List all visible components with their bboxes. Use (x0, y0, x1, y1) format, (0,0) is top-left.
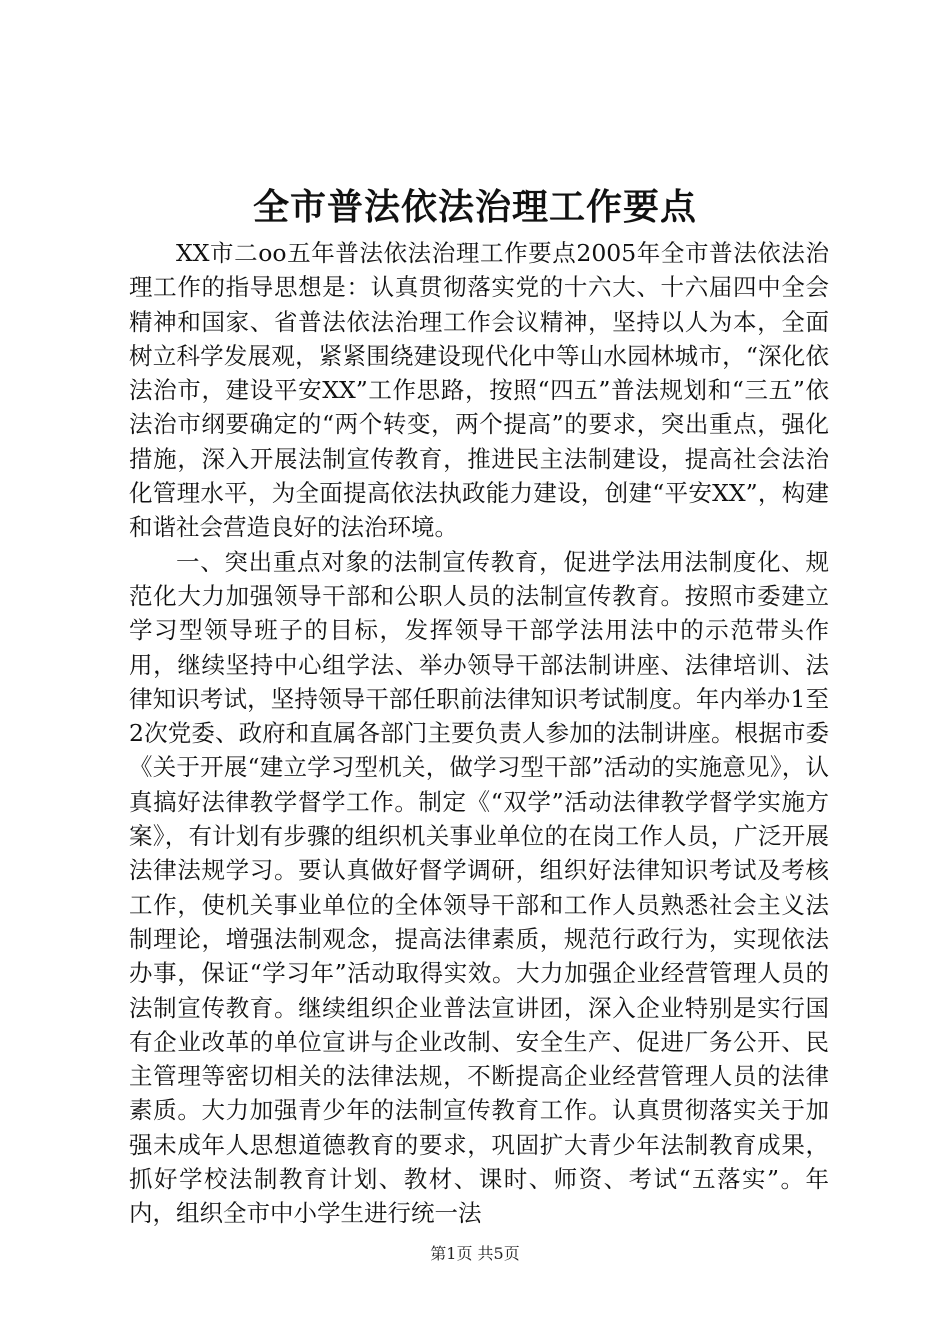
document-title: 全市普法依法治理工作要点 (252, 186, 697, 228)
page-number-footer: 第1页 共5页 (430, 1244, 520, 1263)
paragraph-guiding-principles: XX市二oo五年普法依法治理工作要点2005年全市普法依法治理工作的指导思想是：认真贯彻落实党的十六大、十六届四中全会精神和国家、省普法依法治理工作会议精神，坚持以人为本，全面树立科学发展观，紧紧围绕建设现代化中等山水园林城市，“深化依法治市，建设平安XX”工作思路，按照“四五”普法规划和“三五”依法治市纲要确定的“两个转变，两个提高”的要求，突出重点，强化措施，深入开展法制宣传教育，推进民主法制建设，提高社会法治化管理水平，为全面提高依法执政能力建设，创建“平安XX”，构建和谐社会营造良好的法治环境。 (129, 239, 829, 542)
document-body (129, 236, 829, 1231)
paragraph-section-one: 一、突出重点对象的法制宣传教育，促进学法用法制度化、规范化大力加强领导干部和公职人员的法制宣传教育。按照市委建立学习型领导班子的目标，发挥领导干部学法用法中的示范带头作用，继续坚持中心组学法、举办领导干部法制讲座、法律培训、法律知识考试，坚持领导干部任职前法律知识考试制度。年内举办1至2次党委、政府和直属各部门主要负责人参加的法制讲座。根据市委《关于开展“建立学习型机关，做学习型干部”活动的实施意见》，认真搞好法律教学督学工作。制定《“双学”活动法律教学督学实施方案》，有计划有步骤的组织机关事业单位的在岗工作人员，广泛开展法律法规学习。要认真做好督学调研，组织好法律知识考试及考核工作，使机关事业单位的全体领导干部和工作人员熟悉社会主义法制理论，增强法制观念，提高法律素质，规范行政行为，实现依法办事，保证“学习年”活动取得实效。大力加强企业经营管理人员的法制宣传教育。继续组织企业普法宣讲团，深入企业特别是实行国有企业改革的单位宣讲与企业改制、安全生产、促进厂务公开、民主管理等密切相关的法律法规，不断提高企业经营管理人员的法律素质。大力加强青少年的法制宣传教育工作。认真贯彻落实关于加强未成年人思想道德教育的要求，巩固扩大青少年法制教育成果，抓好学校法制教育计划、教材、课时、师资、考试“五落实”。年内，组织全市中小学生进行统一法 (129, 547, 829, 1228)
